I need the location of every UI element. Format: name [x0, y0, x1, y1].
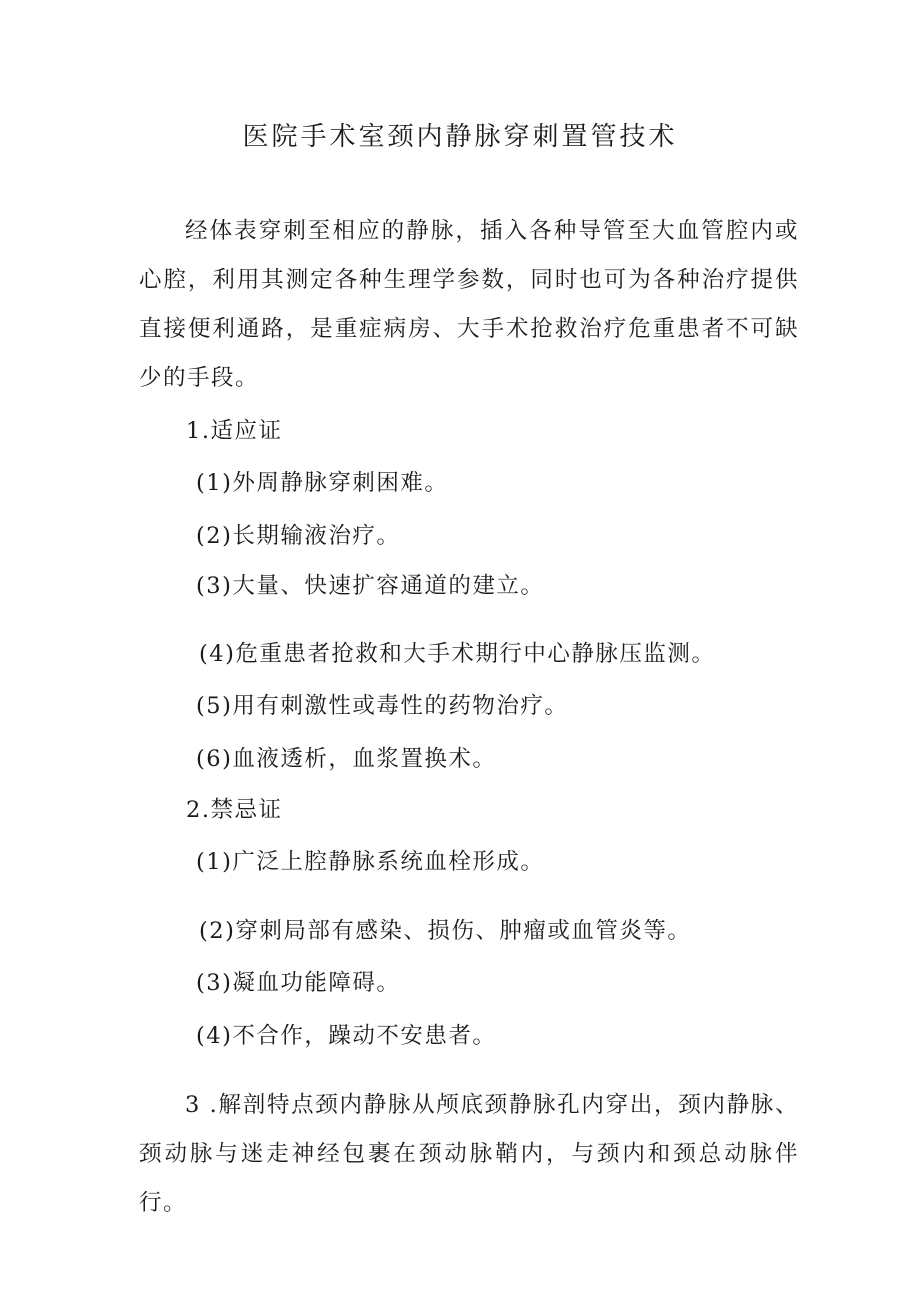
section-2-heading: 2.禁忌证 — [186, 797, 283, 823]
contraindication-item: (2)穿刺局部有感染、损伤、肿瘤或血管炎等。 — [199, 918, 692, 944]
indication-item: (5)用有刺激性或毒性的药物治疗。 — [196, 693, 569, 719]
indication-item: (1)外周静脉穿刺困难。 — [196, 470, 449, 496]
section-1-heading: 1.适应证 — [186, 418, 283, 444]
indication-item: (6)血液透析，血浆置换术。 — [196, 746, 497, 772]
indication-item: (2)长期输液治疗。 — [196, 523, 401, 549]
contraindication-item: (3)凝血功能障碍。 — [196, 970, 401, 996]
intro-paragraph: 经体表穿刺至相应的静脉，插入各种导管至大血管腔内或心腔，利用其测定各种生理学参数，同时也可为各种治疗提供直接便利通路，是重症病房、大手术抢救治疗危重患者不可缺少的手段。 — [139, 218, 799, 391]
indication-item: (4)危重患者抢救和大手术期行中心静脉压监测。 — [199, 641, 716, 667]
contraindication-item: (4)不合作，躁动不安患者。 — [196, 1023, 497, 1049]
section-3-paragraph: 3 .解剖特点颈内静脉从颅底颈静脉孔内穿出，颈内静脉、颈动脉与迷走神经包裹在颈动脉鞘内，与颈内和颈总动脉伴行。 — [139, 1092, 799, 1216]
indication-item: (3)大量、快速扩容通道的建立。 — [196, 573, 545, 599]
contraindication-item: (1)广泛上腔静脉系统血栓形成。 — [196, 849, 545, 875]
document-title: 医院手术室颈内静脉穿刺置管技术 — [242, 122, 678, 152]
